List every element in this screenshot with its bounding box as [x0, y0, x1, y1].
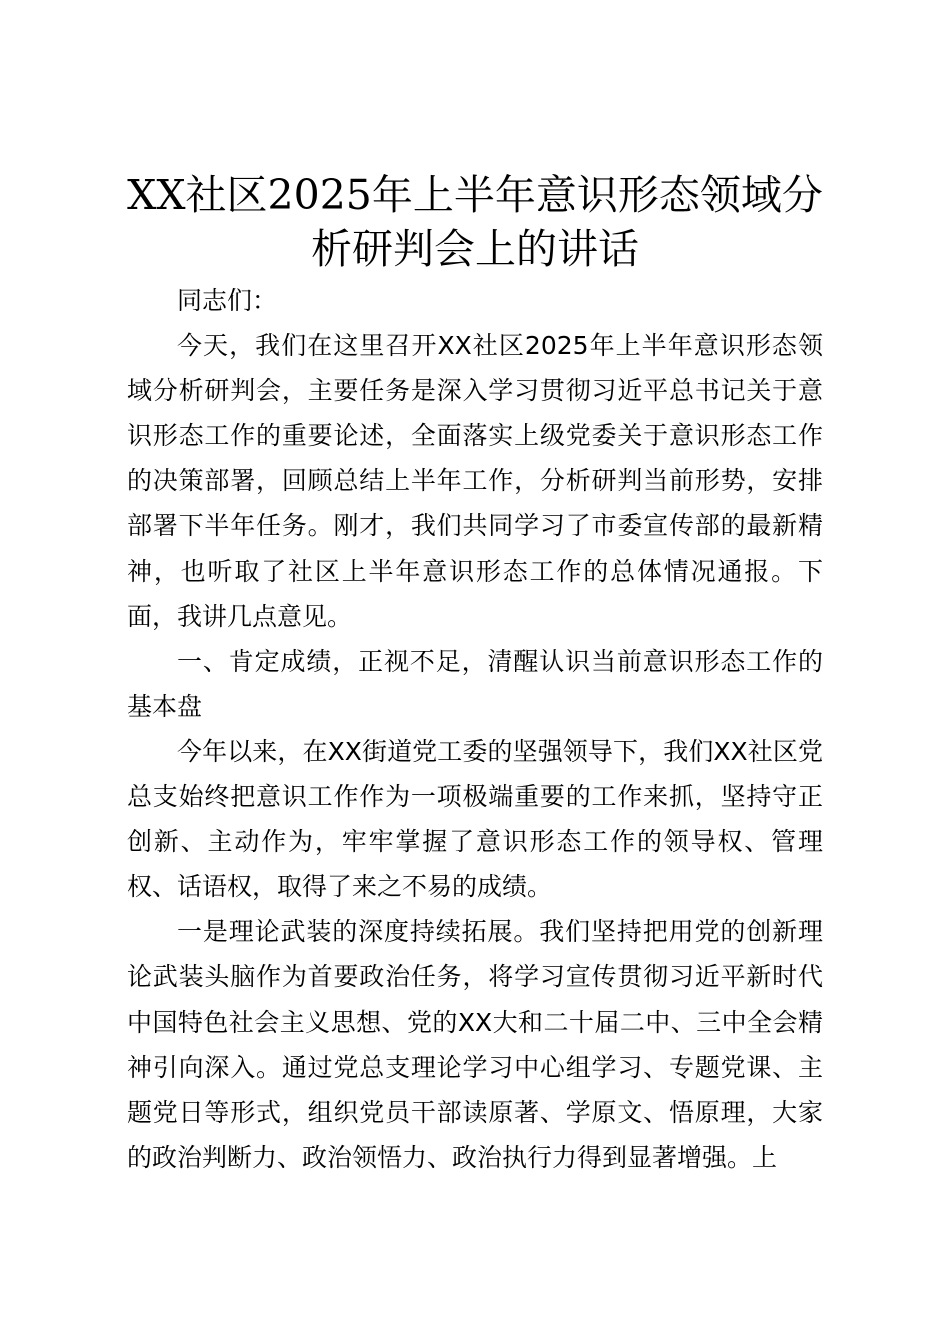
paragraph-achievements: 今年以来，在XX街道党工委的坚强领导下，我们XX社区党总支始终把意识工作作为一项极端重要的工作来抓，坚持守正创新、主动作为，牢牢掌握了意识形态工作的领导权、管理权、话语权，取得了来之不易的成绩。 — [127, 736, 823, 902]
document-title: XX社区2025年上半年意识形态领域分析研判会上的讲话 — [127, 171, 823, 273]
document-body — [127, 278, 823, 1180]
section-heading-1: 一、肯定成绩，正视不足，清醒认识当前意识形态工作的基本盘 — [127, 646, 823, 721]
salutation: 同志们： — [177, 286, 278, 315]
paragraph-intro: 今天，我们在这里召开XX社区2025年上半年意识形态领域分析研判会，主要任务是深入学习贯彻习近平总书记关于意识形态工作的重要论述，全面落实上级党委关于意识形态工作的决策部署，回顾总结上半年工作，分析研判当前形势，安排部署下半年任务。刚才，我们共同学习了市委宣传部的最新精神，也听取了社区上半年意识形态工作的总体情况通报。下面，我讲几点意见。 — [127, 331, 823, 631]
paragraph-theory: 一是理论武装的深度持续拓展。我们坚持把用党的创新理论武装头脑作为首要政治任务，将学习宣传贯彻习近平新时代中国特色社会主义思想、党的XX大和二十届二中、三中全会精神引向深入。通过党总支理论学习中心组学习、专题党课、主题党日等形式，组织党员干部读原著、学原文、悟原理，大家的政治判断力、政治领悟力、政治执行力得到显著增强。上 — [127, 917, 823, 1172]
